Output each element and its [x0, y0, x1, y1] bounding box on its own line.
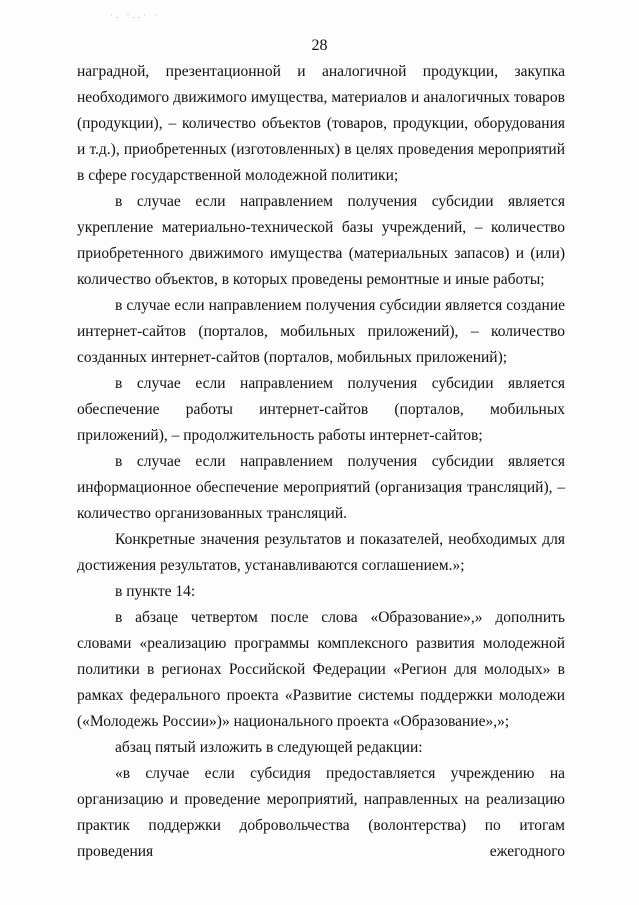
- document-body: [77, 59, 565, 865]
- paragraph-2: в случае если направлением получения субсидии является укрепление материально-технической базы учреждений, – количество приобретенного движимого имущества (материальных запасов) и (или) количество объектов, в которых проведены ремонтные и иные работы;: [77, 193, 565, 288]
- paragraph-7: в пункте 14:: [115, 583, 196, 600]
- paragraph-8: в абзаце четвертом после слова «Образование»,» дополнить словами «реализацию программы комплексного развития молодежной политики в регионах Российской Федерации «Регион для молодых» в рамках федерального проекта «Развитие системы поддержки молодежи («Молодежь России»)» национального проекта «Образование»,»;: [77, 609, 565, 730]
- paragraph-3: в случае если направлением получения субсидии является создание интернет-сайтов (порталов, мобильных приложений), – количество созданных интернет-сайтов (порталов, мобильных приложений);: [77, 297, 565, 366]
- paragraph-6: Конкретные значения результатов и показателей, необходимых для достижения результатов, устанавливаются соглашением.»;: [77, 531, 565, 574]
- paragraph-10: «в случае если субсидия предоставляется учреждению на организацию и проведение мероприятий, направленных на реализацию практик поддержки добровольчества (волонтерства) по итогам проведения ежегодного: [77, 765, 565, 860]
- page-number: 28: [311, 37, 328, 54]
- paragraph-4: в случае если направлением получения субсидии является обеспечение работы интернет-сайтов (порталов, мобильных приложений), – продолжительность работы интернет-сайтов;: [77, 375, 565, 444]
- paragraph-1: наградной, презентационной и аналогичной продукции, закупка необходимого движимого имущества, материалов и аналогичных товаров (продукции), – количество объектов (товаров, продукции, оборудования и т.д.), приобретенных (изготовленных) в целях проведения мероприятий в сфере государственной молодежной политики;: [77, 63, 565, 184]
- paragraph-5: в случае если направлением получения субсидии является информационное обеспечение мероприятий (организация трансляций), – количество организованных трансляций.: [77, 453, 565, 522]
- scan-artifact: ·. ·..· ·: [110, 10, 161, 20]
- paragraph-9: абзац пятый изложить в следующей редакции:: [115, 739, 423, 756]
